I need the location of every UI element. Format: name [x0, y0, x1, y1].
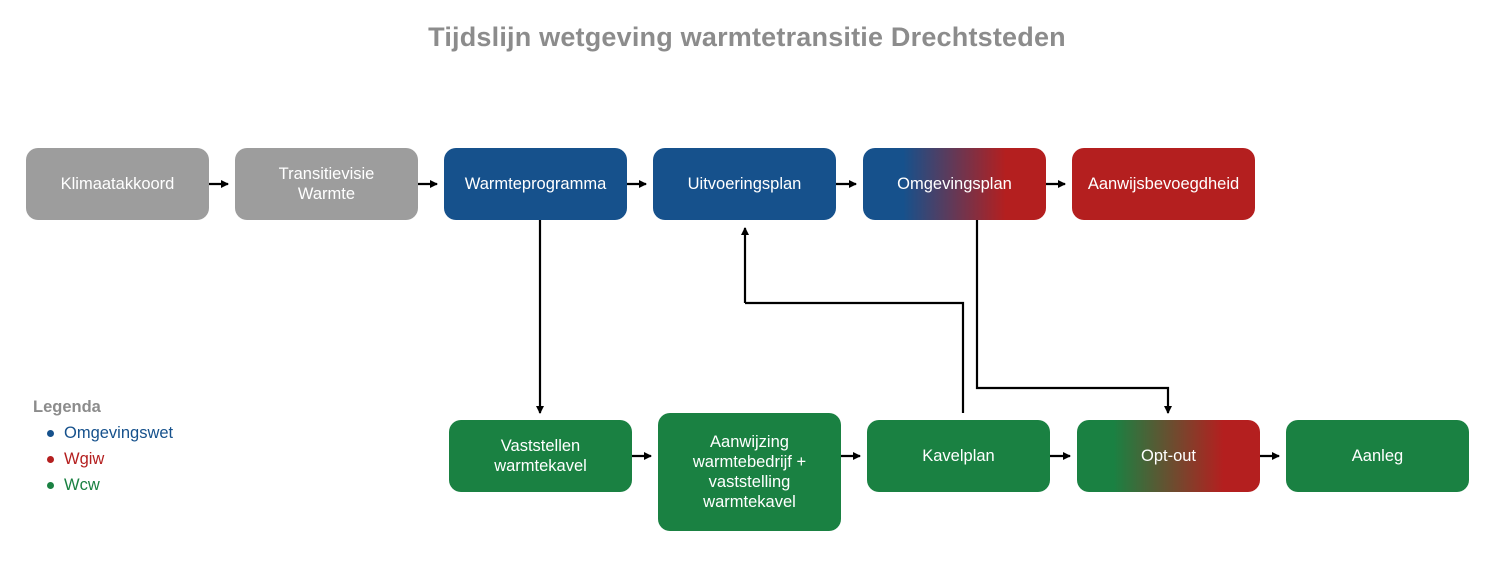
node-label: Aanwijzing warmtebedrijf + vaststelling warmtekavel: [692, 432, 807, 512]
node-aanwijzing-warmtebedrijf[interactable]: [658, 413, 841, 531]
legend-dot-icon: [47, 482, 54, 489]
node-label: Kavelplan: [922, 446, 995, 465]
legend-dot-icon: [47, 430, 54, 437]
node-opt-out[interactable]: [1077, 420, 1260, 492]
node-label: Opt-out: [1140, 446, 1197, 465]
node-warmteprogramma[interactable]: [444, 148, 627, 220]
node-label: Warmteprogramma: [464, 174, 607, 193]
arrow-branch-aanwijzing-up: [745, 303, 963, 413]
node-label: Uitvoeringsplan: [687, 174, 802, 193]
node-omgevingsplan[interactable]: [863, 148, 1046, 220]
node-kavelplan[interactable]: [867, 420, 1050, 492]
node-label: Aanwijsbevoegdheid: [1087, 174, 1240, 193]
legend: [33, 398, 173, 495]
node-label: Vaststellen warmtekavel: [494, 436, 587, 475]
node-label: Aanleg: [1351, 446, 1404, 465]
legend-item-label: Wcw: [64, 476, 100, 494]
node-label: Klimaatakkoord: [60, 174, 175, 193]
legend-item-wgiw: [47, 450, 173, 469]
legend-item-wcw: [47, 476, 173, 495]
node-uitvoeringsplan[interactable]: [653, 148, 836, 220]
node-transitievisie-warmte[interactable]: [235, 148, 418, 220]
legend-item-omgevingswet: [47, 424, 173, 443]
node-label: Transitievisie Warmte: [278, 164, 375, 203]
node-aanwijsbevoegdheid[interactable]: [1072, 148, 1255, 220]
legend-dot-icon: [47, 456, 54, 463]
legend-item-label: Omgevingswet: [64, 424, 174, 442]
node-aanleg[interactable]: [1286, 420, 1469, 492]
legend-item-label: Wgiw: [64, 450, 105, 468]
node-klimaatakkoord[interactable]: [26, 148, 209, 220]
arrow-omgevingsplan-to-optout: [977, 220, 1168, 413]
node-label: Omgevingsplan: [897, 174, 1012, 193]
node-vaststellen-warmtekavel[interactable]: [449, 420, 632, 492]
page-title: Tijdslijn wetgeving warmtetransitie Drechtsteden: [428, 22, 1066, 52]
legend-title: Legenda: [33, 398, 101, 416]
